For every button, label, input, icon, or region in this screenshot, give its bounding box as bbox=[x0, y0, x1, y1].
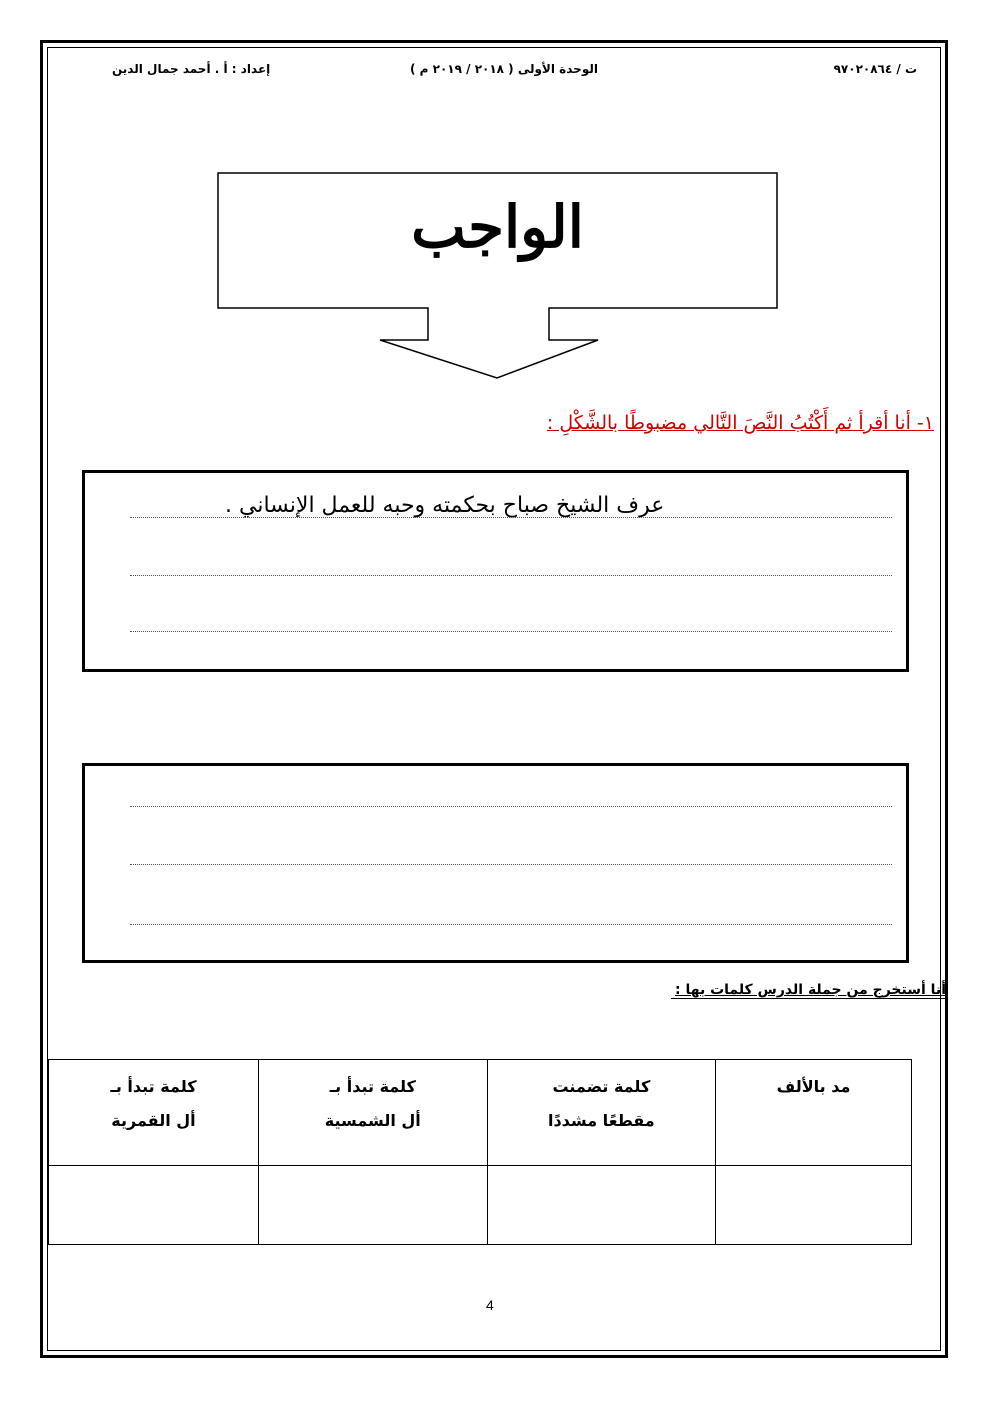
header-line: أل الشمسية bbox=[324, 1111, 421, 1130]
question-2-marker bbox=[946, 982, 948, 1010]
answer-cell[interactable] bbox=[487, 1166, 715, 1245]
table-header-cell bbox=[258, 1060, 487, 1166]
page-title: الواجب bbox=[411, 193, 584, 261]
answer-cell[interactable] bbox=[258, 1166, 487, 1245]
answer-cell[interactable] bbox=[716, 1166, 912, 1245]
question-1-label: ١- أنا أقرأ ثم أَكْتُبُ النَّصَ التَّالي مضبوطًا بالشَّكْلِ : bbox=[546, 412, 934, 434]
writing-line[interactable] bbox=[130, 806, 892, 807]
header-phone: ت / ٩٧٠٢٠٨٦٤ bbox=[833, 62, 917, 76]
copy-box-practice bbox=[82, 763, 909, 963]
copy-box-example bbox=[82, 470, 909, 672]
header-unit: الوحدة الأولى ( ٢٠١٨ / ٢٠١٩ م ) bbox=[410, 62, 598, 76]
writing-line[interactable] bbox=[130, 864, 892, 865]
header-line: كلمة تضمنت bbox=[552, 1077, 651, 1096]
table-header-cell bbox=[49, 1060, 259, 1166]
table-header-cell bbox=[487, 1060, 715, 1166]
page-number: 4 bbox=[486, 1297, 494, 1313]
table-row bbox=[49, 1166, 912, 1245]
header-line: مقطعًا مشددًا bbox=[547, 1111, 655, 1130]
model-sentence: عرف الشيخ صباح بحكمته وحبه للعمل الإنساني . bbox=[225, 493, 665, 518]
writing-line[interactable] bbox=[130, 924, 892, 925]
answer-cell[interactable] bbox=[49, 1166, 259, 1245]
header-line: مد بالألف bbox=[776, 1077, 851, 1096]
question-2-label: أنا أستخرج من جملة الدرس كلمات بها : bbox=[671, 982, 946, 999]
writing-line[interactable] bbox=[130, 575, 892, 576]
word-extraction-table bbox=[48, 1059, 912, 1245]
table-header-row bbox=[49, 1060, 912, 1166]
writing-line[interactable] bbox=[130, 517, 892, 518]
header-line: كلمة تبدأ بـ bbox=[110, 1077, 197, 1096]
table-header-cell bbox=[716, 1060, 912, 1166]
header-line: أل القمرية bbox=[111, 1111, 196, 1130]
header-author: إعداد : أ . أحمد جمال الدين bbox=[112, 62, 271, 76]
writing-line[interactable] bbox=[130, 631, 892, 632]
header-line: كلمة تبدأ بـ bbox=[329, 1077, 416, 1096]
